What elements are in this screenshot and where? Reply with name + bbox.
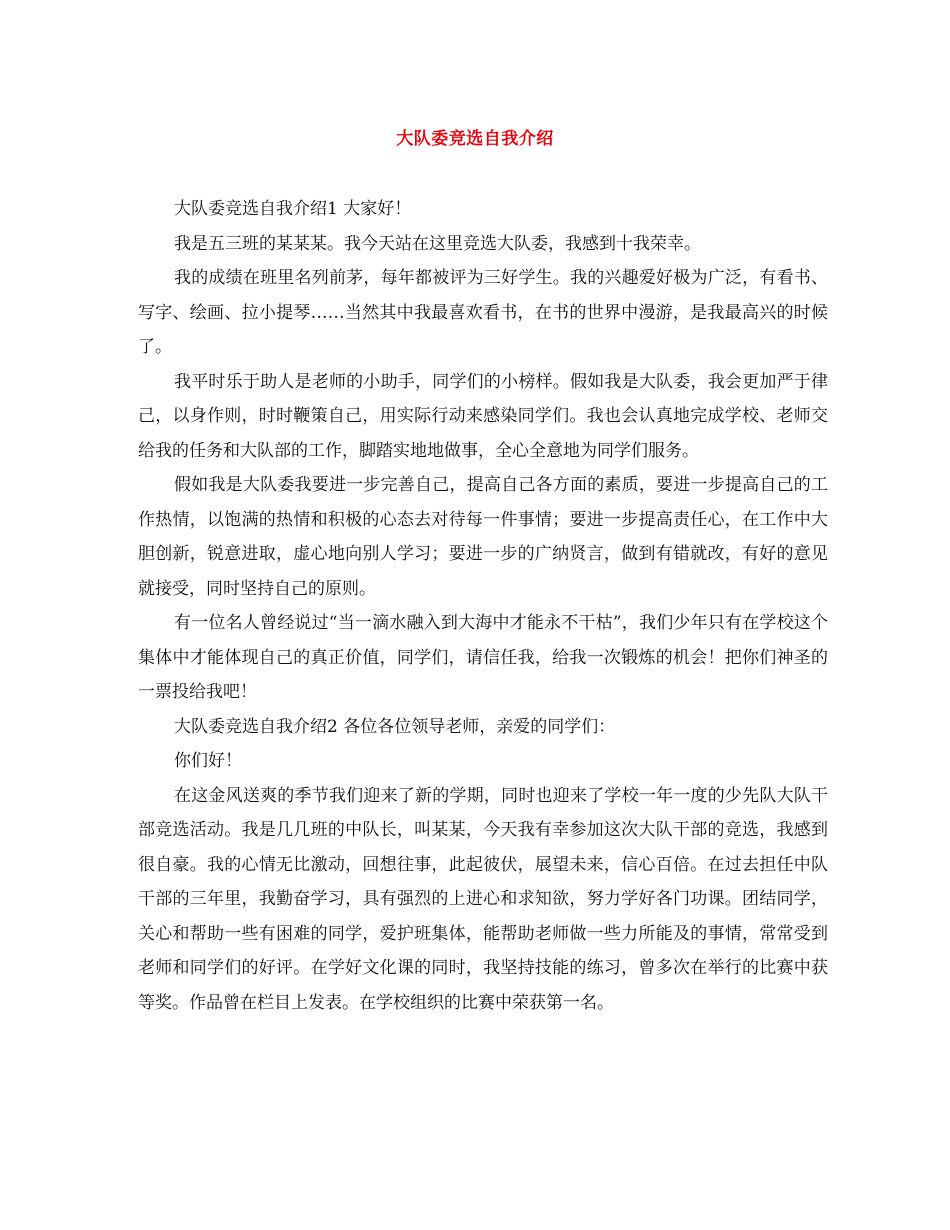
paragraph-3: 我的成绩在班里名列前茅，每年都被评为三好学生。我的兴趣爱好极为广泛，有看书、写字、绘画、拉小提琴……当然其中我最喜欢看书，在书的世界中漫游，是我最高兴的时候了。 xyxy=(138,268,828,357)
document-title: 大队委竞选自我介绍 xyxy=(396,129,554,149)
paragraph-8: 你们好！ xyxy=(174,751,242,771)
paragraph-7: 大队委竞选自我介绍2 各位各位领导老师，亲爱的同学们： xyxy=(174,716,616,737)
paragraph-6: 有一位名人曾经说过“当一滴水融入到大海中才能永不干枯”，我们少年只有在学校这个集体中才能体现自己的真正价值，同学们，请信任我，给我一次锻炼的机会！把你们神圣的一票投给我吧！ xyxy=(138,613,828,702)
paragraph-5: 假如我是大队委我要进一步完善自己，提高自己各方面的素质，要进一步提高自己的工作热情，以饱满的热情和积极的心态去对待每一件事情；要进一步提高责任心，在工作中大胆创新，锐意进取，虚心地向别人学习；要进一步的广纳贤言，做到有错就改，有好的意见就接受，同时坚持自己的原则。 xyxy=(138,475,828,599)
paragraph-4: 我平时乐于助人是老师的小助手，同学们的小榜样。假如我是大队委，我会更加严于律己，以身作则，时时鞭策自己，用实际行动来感染同学们。我也会认真地完成学校、老师交给我的任务和大队部的工作，脚踏实地地做事，全心全意地为同学们服务。 xyxy=(138,371,828,461)
paragraph-1: 大队委竞选自我介绍1 大家好！ xyxy=(174,199,412,219)
paragraph-2: 我是五三班的某某某。我今天站在这里竞选大队委，我感到十我荣幸。 xyxy=(174,233,701,254)
paragraph-9: 在这金风送爽的季节我们迎来了新的学期，同时也迎来了学校一年一度的少先队大队干部竞选活动。我是几几班的中队长，叫某某，今天我有幸参加这次大队干部的竞选，我感到很自豪。我的心情无比激动，回想往事，此起彼伏，展望未来，信心百倍。在过去担任中队干部的三年里，我勤奋学习，具有强烈的上进心和求知欲，努力学好各门功课。团结同学，关心和帮助一些有困难的同学，爱护班集体，能帮助老师做一些力所能及的事情，常常受到老师和同学们的好评。在学好文化课的同时，我坚持技能的练习，曾多次在举行的比赛中获等奖。作品曾在栏目上发表。在学校组织的比赛中荣获第一名。 xyxy=(138,785,828,1013)
document-body xyxy=(138,192,828,1020)
